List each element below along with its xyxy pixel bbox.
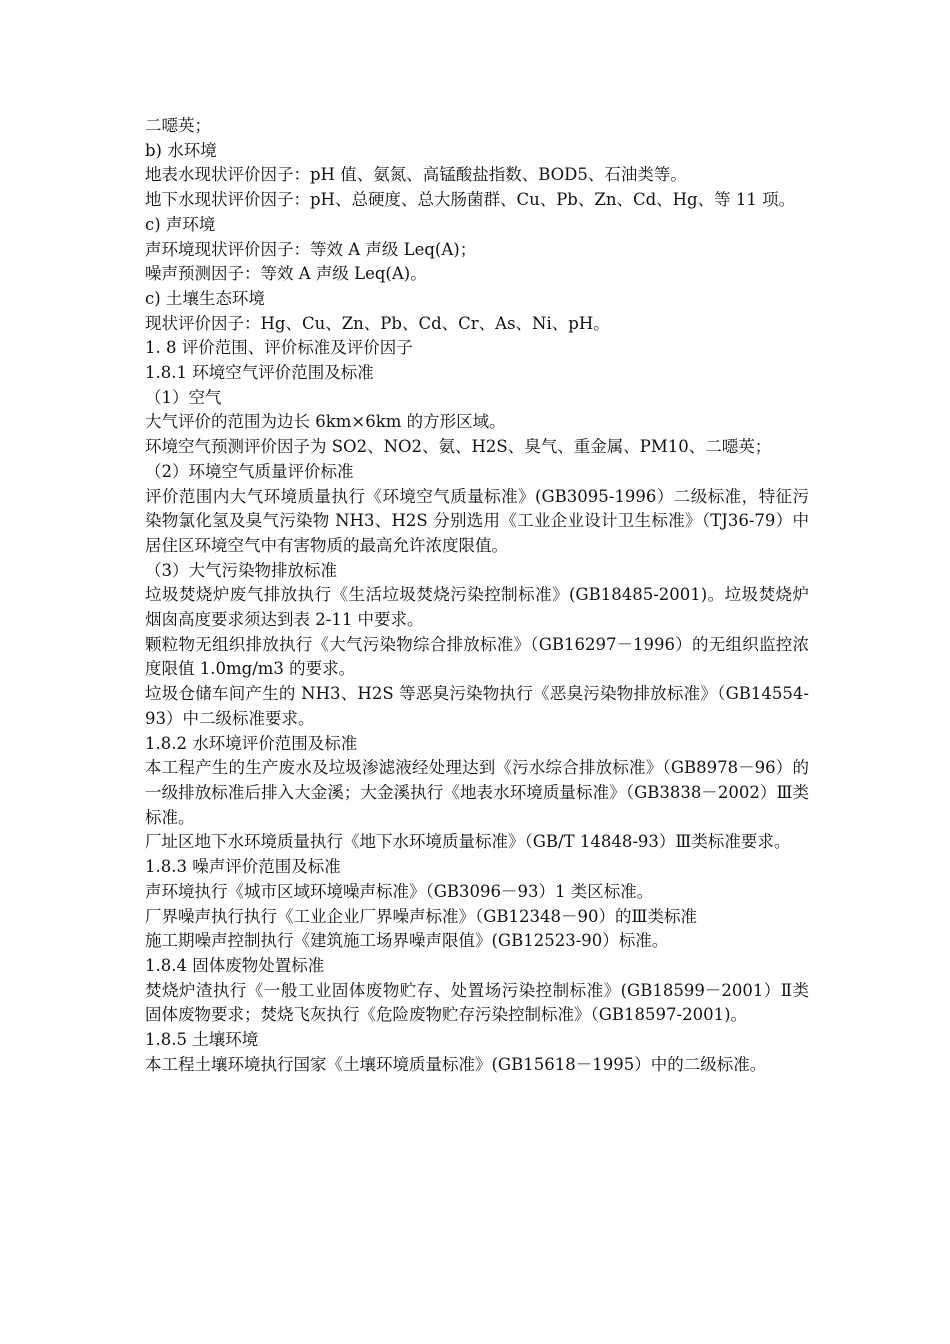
section-heading: 1. 8 评价范围、评价标准及评价因子 bbox=[145, 338, 413, 358]
section-heading: 1.8.3 噪声评价范围及标准 bbox=[145, 857, 341, 877]
paragraph: 地下水现状评价因子：pH、总硬度、总大肠菌群、Cu、Pb、Zn、Cd、Hg、等 11 项。 bbox=[145, 190, 796, 210]
text-line: 大气评价的范围为边长 6km×6km 的方形区域。 bbox=[145, 412, 506, 432]
paragraph: 焚烧炉渣执行《一般工业固体废物贮存、处置场污染控制标准》(GB18599－2001）Ⅱ类固体废物要求；焚烧飞灰执行《危险废物贮存污染控制标准》（GB18597-2001)。 bbox=[145, 980, 809, 1025]
paragraph: 本工程土壤环境执行国家《土壤环境质量标准》(GB15618－1995）中的二级标准。 bbox=[145, 1054, 767, 1074]
text-line: 现状评价因子：Hg、Cu、Zn、Pb、Cd、Cr、As、Ni、pH。 bbox=[145, 313, 610, 333]
subsection-heading: b) 水环境 bbox=[145, 140, 217, 160]
paragraph: 环境空气预测评价因子为 SO2、NO2、氨、H2S、臭气、重金属、PM10、二噁英； bbox=[145, 437, 772, 457]
text-line: 噪声预测因子：等效 A 声级 Leq(A)。 bbox=[145, 264, 427, 284]
text-line: 声环境执行《城市区域环境噪声标准》（GB3096－93）1 类区标准。 bbox=[145, 881, 654, 901]
subsection-heading: c) 声环境 bbox=[145, 214, 216, 234]
paragraph: 评价范围内大气环境质量执行《环境空气质量标准》(GB3095-1996）二级标准，特征污染物氯化氢及臭气污染物 NH3、H2S 分别选用《工业企业设计卫生标准》（TJ36-79）中居住区环境空气中有害物质的最高允许浓度限值。 bbox=[145, 486, 809, 555]
paragraph: 垃圾仓储车间产生的 NH3、H2S 等恶臭污染物执行《恶臭污染物排放标准》（GB14554-93）中二级标准要求。 bbox=[145, 684, 809, 728]
text-line: 地表水现状评价因子：pH 值、氨氮、高锰酸盐指数、BOD5、石油类等。 bbox=[145, 165, 687, 185]
subsection-heading: c) 土壤生态环境 bbox=[145, 288, 265, 308]
section-heading: 1.8.4 固体废物处置标准 bbox=[145, 955, 325, 975]
subsection-heading: （1）空气 bbox=[145, 387, 222, 407]
paragraph: 厂址区地下水环境质量执行《地下水环境质量标准》（GB/T 14848-93）Ⅲ类标准要求。 bbox=[145, 832, 791, 852]
paragraph: 本工程产生的生产废水及垃圾渗滤液经处理达到《污水综合排放标准》（GB8978－96）的一级排放标准后排入大金溪；大金溪执行《地表水环境质量标准》（GB3838－2002）Ⅲ类标准。 bbox=[145, 758, 809, 827]
section-heading: 1.8.1 环境空气评价范围及标准 bbox=[145, 363, 374, 383]
text-line: 厂界噪声执行执行《工业企业厂界噪声标准》（GB12348－90）的Ⅲ类标准 bbox=[145, 906, 697, 926]
paragraph: 垃圾焚烧炉废气排放执行《生活垃圾焚烧污染控制标准》(GB18485-2001)。垃圾焚烧炉烟囱高度要求须达到表 2-11 中要求。 bbox=[145, 585, 809, 630]
section-heading: 1.8.2 水环境评价范围及标准 bbox=[145, 733, 358, 753]
document-body bbox=[145, 114, 809, 1077]
text-line: 二噁英； bbox=[145, 116, 211, 135]
paragraph: 颗粒物无组织排放执行《大气污染物综合排放标准》（GB16297－1996）的无组织监控浓度限值 1.0mg/m3 的要求。 bbox=[145, 634, 809, 679]
section-heading: 1.8.5 土壤环境 bbox=[145, 1030, 259, 1050]
text-line: 施工期噪声控制执行《建筑施工场界噪声限值》(GB12523-90）标准。 bbox=[145, 931, 669, 951]
subsection-heading: （3）大气污染物排放标准 bbox=[145, 560, 337, 580]
subsection-heading: （2）环境空气质量评价标准 bbox=[145, 461, 354, 481]
text-line: 声环境现状评价因子：等效 A 声级 Leq(A)； bbox=[145, 239, 477, 259]
